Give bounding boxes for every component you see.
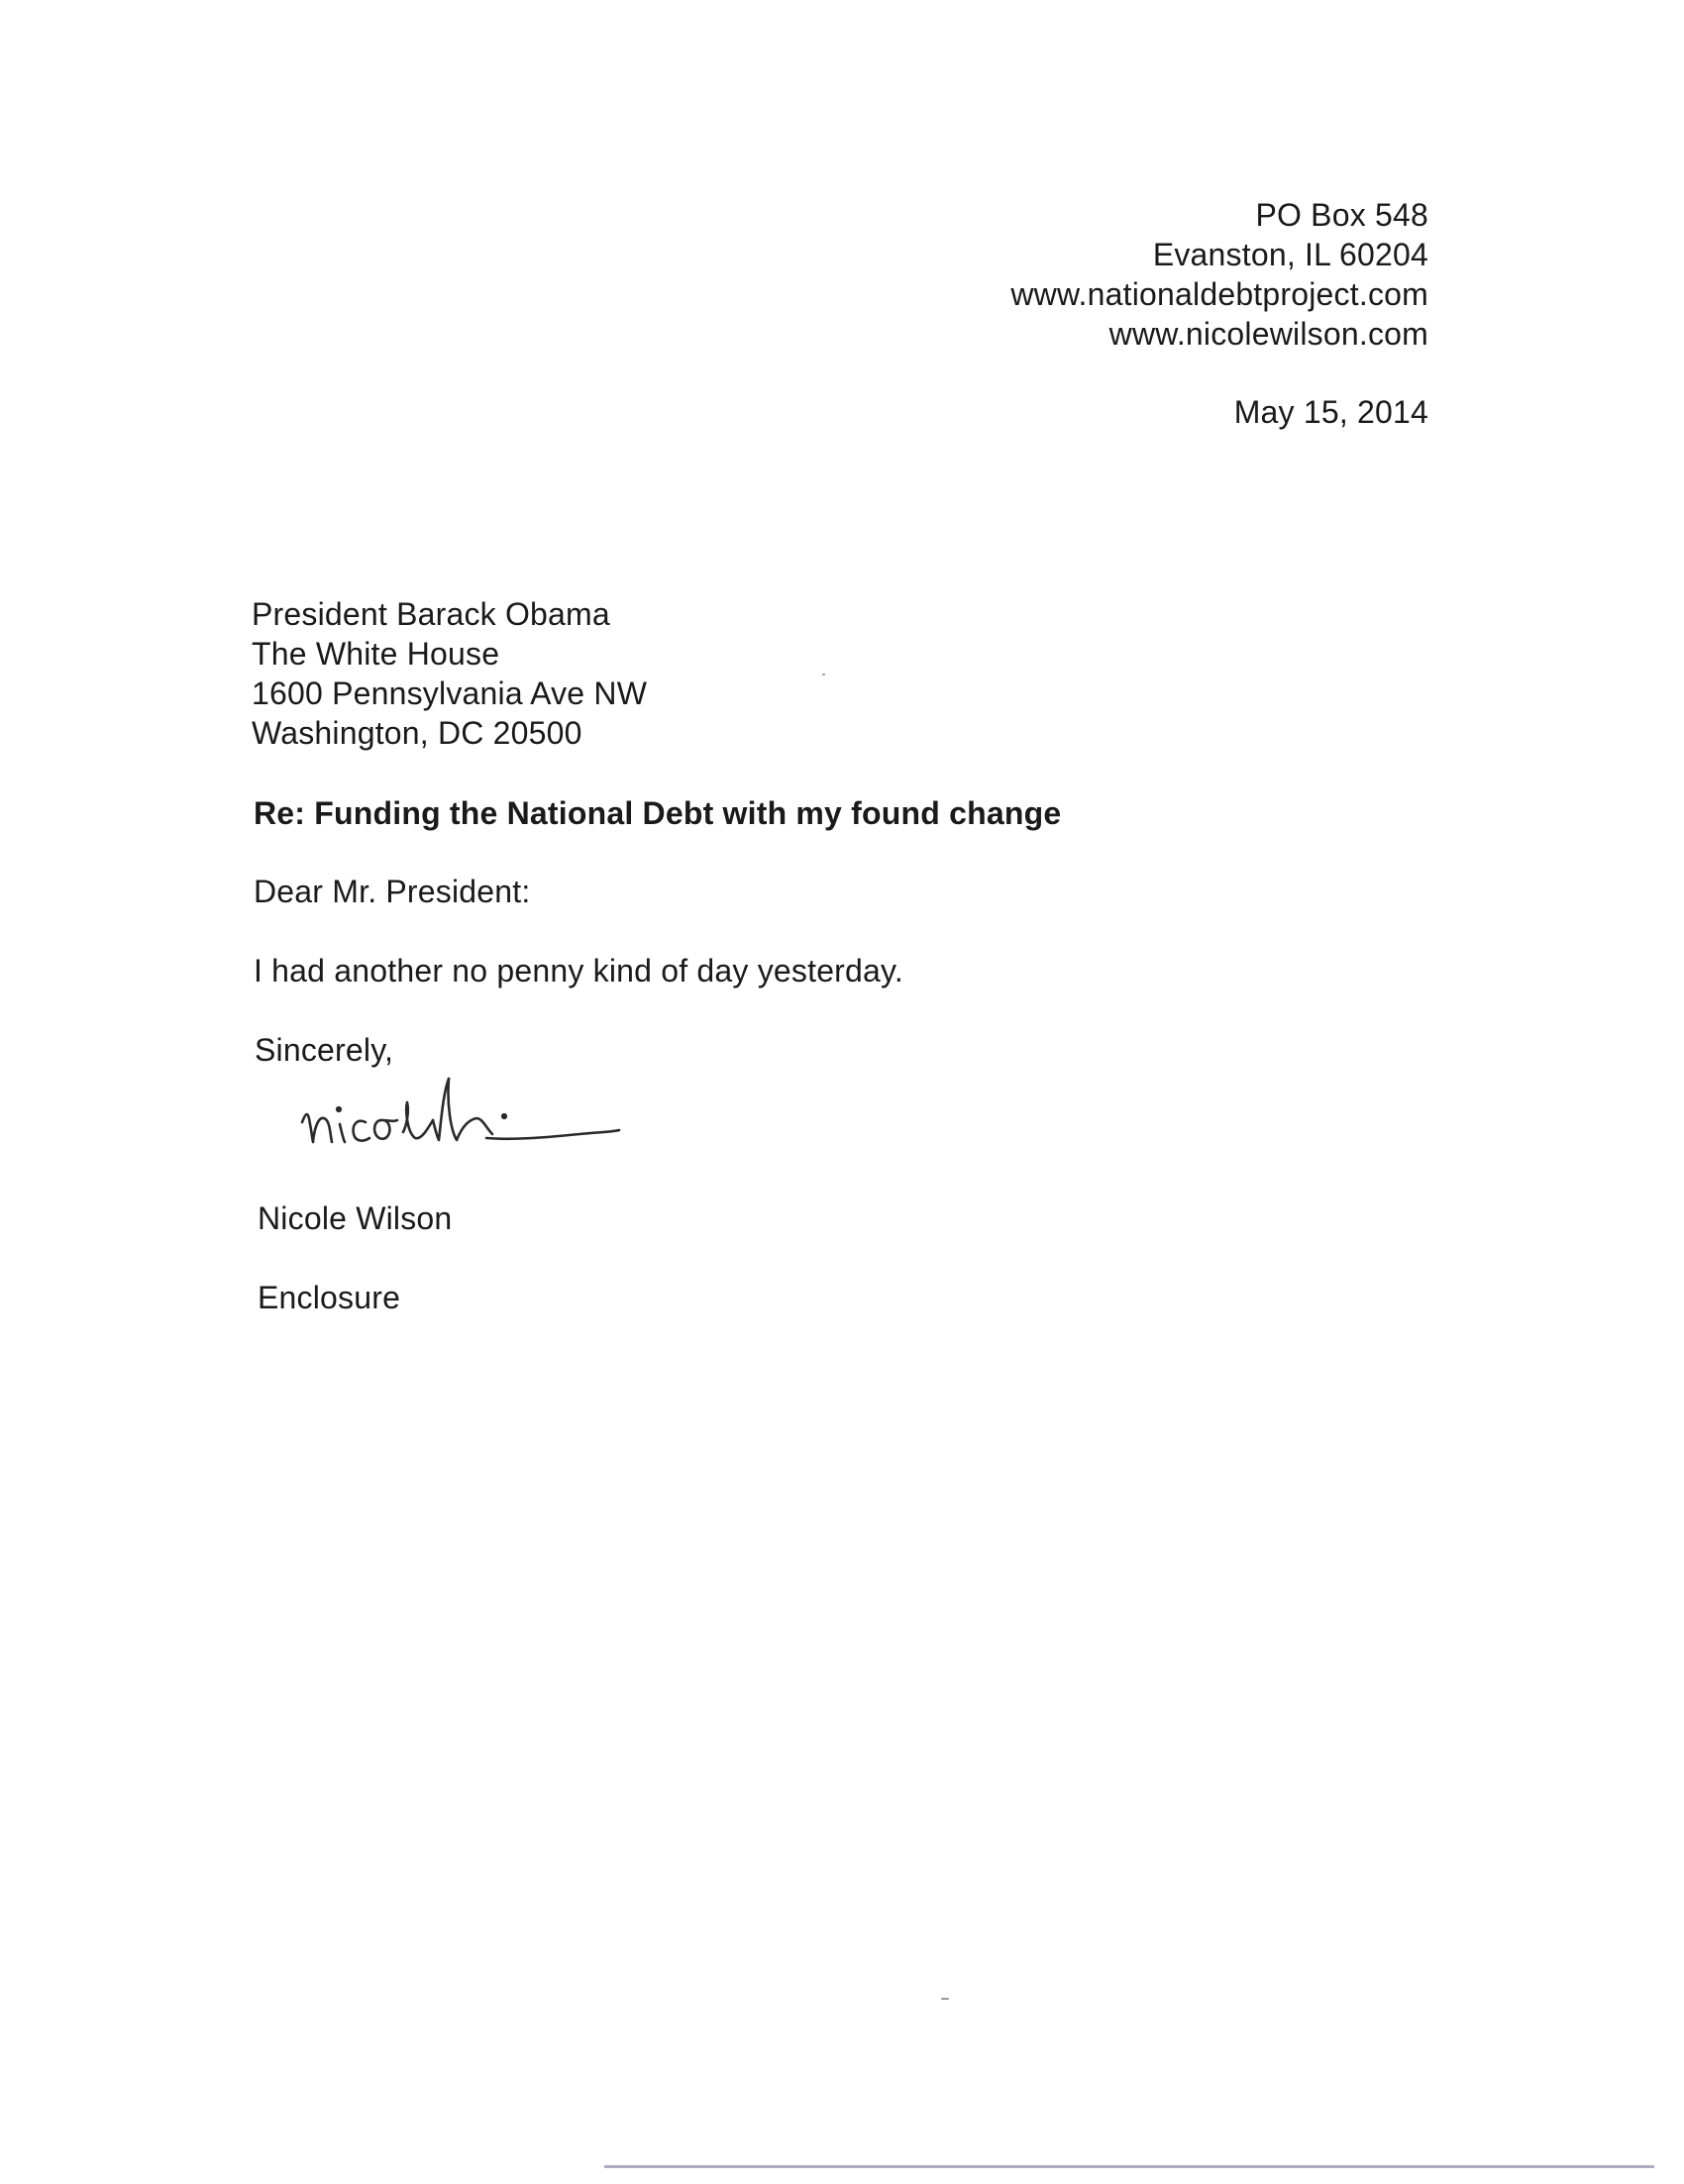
scan-speck bbox=[941, 1998, 949, 2000]
sender-website-1: www.nationaldebtproject.com bbox=[1010, 276, 1428, 312]
letter-date: May 15, 2014 bbox=[1233, 394, 1428, 430]
scan-speck bbox=[822, 674, 825, 676]
recipient-org: The White House bbox=[252, 636, 500, 672]
salutation: Dear Mr. President: bbox=[254, 874, 531, 909]
recipient-city: Washington, DC 20500 bbox=[252, 715, 582, 751]
handwritten-signature-icon bbox=[292, 1055, 649, 1174]
enclosure-note: Enclosure bbox=[258, 1280, 401, 1315]
scan-edge-line bbox=[604, 2165, 1654, 2168]
sender-address-line1: PO Box 548 bbox=[1255, 197, 1428, 233]
sender-website-2: www.nicolewilson.com bbox=[1108, 316, 1428, 352]
signer-name: Nicole Wilson bbox=[258, 1200, 453, 1236]
closing: Sincerely, bbox=[255, 1032, 394, 1068]
body-paragraph: I had another no penny kind of day yesterday. bbox=[254, 953, 903, 988]
recipient-name: President Barack Obama bbox=[252, 596, 610, 632]
subject-line: Re: Funding the National Debt with my found change bbox=[254, 795, 1062, 831]
sender-address-line2: Evanston, IL 60204 bbox=[1152, 237, 1428, 272]
recipient-street: 1600 Pennsylvania Ave NW bbox=[252, 676, 648, 711]
